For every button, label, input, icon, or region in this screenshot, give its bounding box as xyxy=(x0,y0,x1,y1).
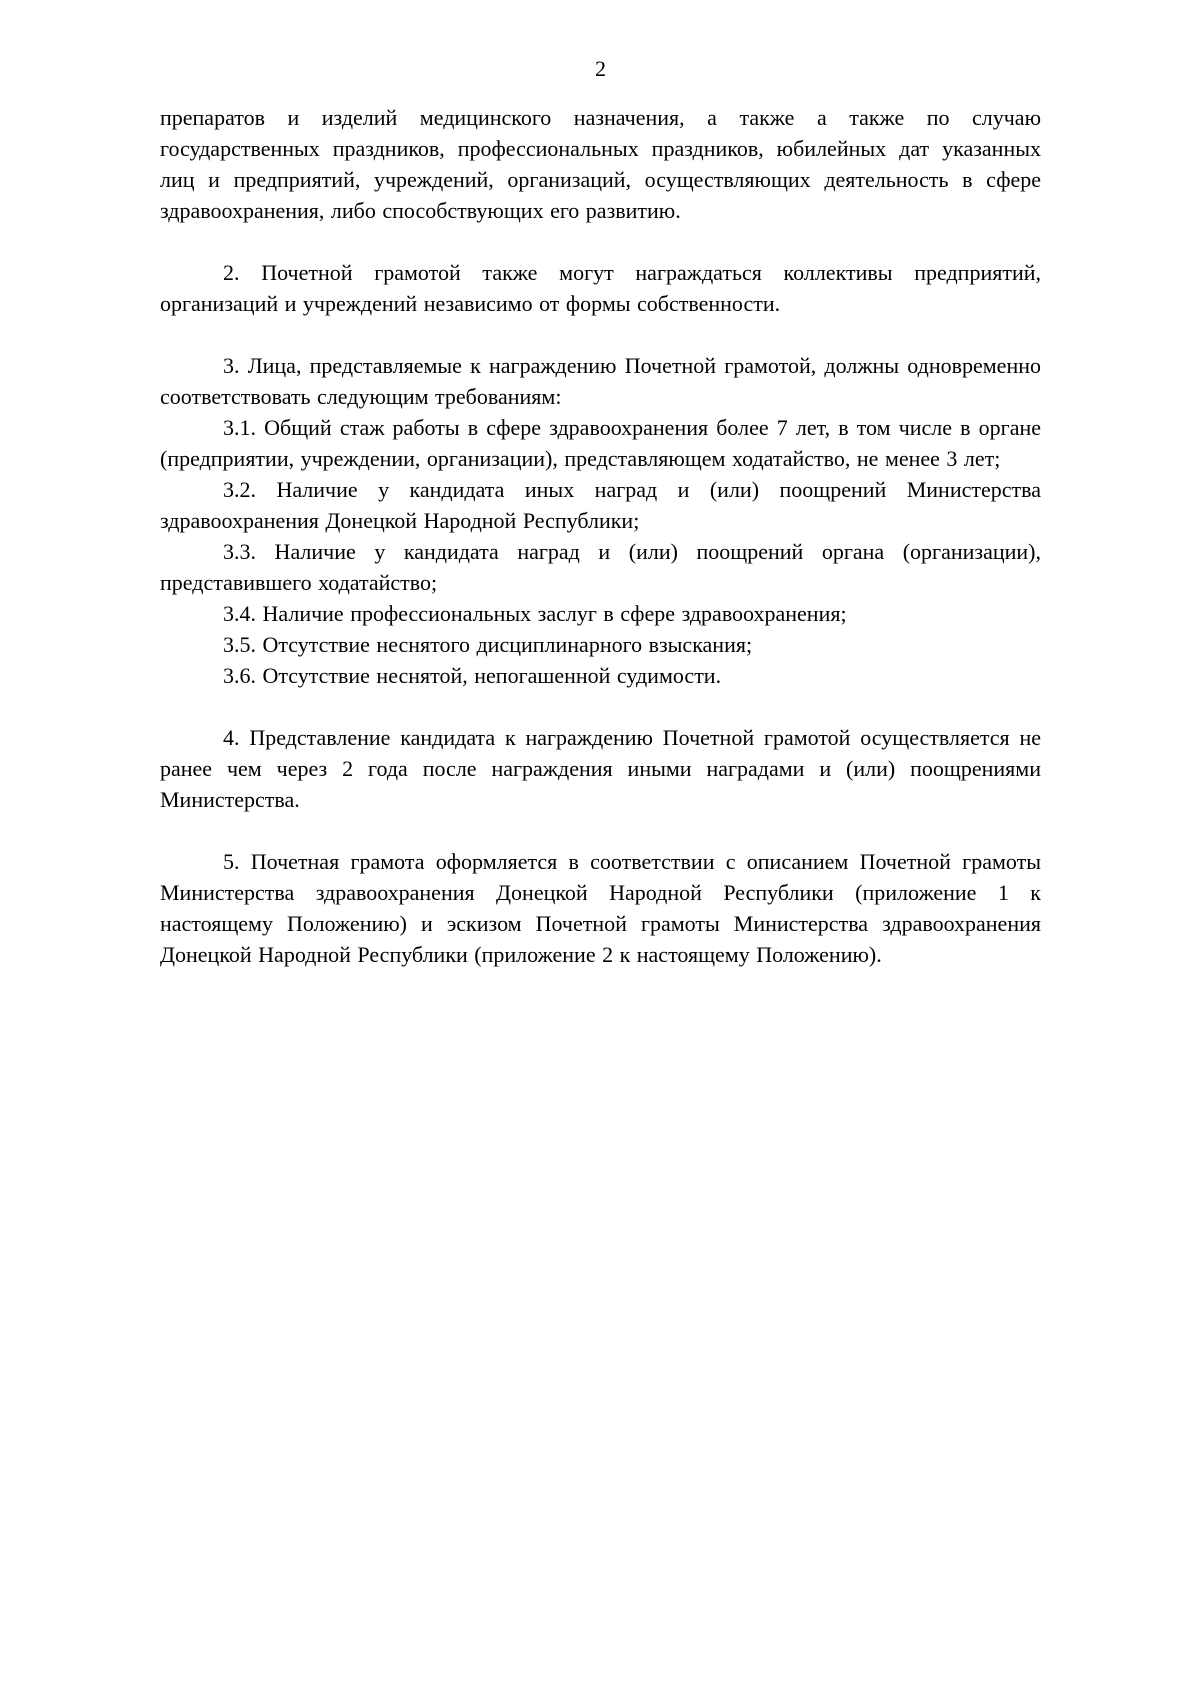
paragraph-item-3: 3. Лица, представляемые к награждению Почетной грамотой, должны одновременно соответствовать следующим требованиям: xyxy=(160,353,1041,409)
page-number: 2 xyxy=(595,56,606,81)
paragraph-item-3-5: 3.5. Отсутствие неснятого дисциплинарного взыскания; xyxy=(223,632,753,657)
paragraph-item-5: 5. Почетная грамота оформляется в соответствии с описанием Почетной грамоты Министерства здравоохранения Донецкой Народной Республики (приложение 1 к настоящему Положению) и эскизом Почетной грамоты Министерства здравоохранения Донецкой Народной Республики (приложение 2 к настоящему Положению). xyxy=(160,849,1041,967)
document-body xyxy=(160,102,1041,970)
paragraph-item-3-3: 3.3. Наличие у кандидата наград и (или) поощрений органа (организации), представившего ходатайство; xyxy=(160,539,1041,595)
paragraph-item-3-2: 3.2. Наличие у кандидата иных наград и (или) поощрений Министерства здравоохранения Донецкой Народной Республики; xyxy=(160,477,1041,533)
paragraph-continuation: препаратов и изделий медицинского назначения, а также а также по случаю государственных праздников, профессиональных праздников, юбилейных дат указанных лиц и предприятий, учреждений, организаций, осуществляющих деятельность в сфере здравоохранения, либо способствующих его развитию. xyxy=(160,105,1041,223)
paragraph-item-3-1: 3.1. Общий стаж работы в сфере здравоохранения более 7 лет, в том числе в органе (предприятии, учреждении, организации), представляющем ходатайство, не менее 3 лет; xyxy=(160,415,1041,471)
paragraph-item-4: 4. Представление кандидата к награждению Почетной грамотой осуществляется не ранее чем через 2 года после награждения иными наградами и (или) поощрениями Министерства. xyxy=(160,725,1041,812)
paragraph-item-3-4: 3.4. Наличие профессиональных заслуг в сфере здравоохранения; xyxy=(223,601,847,626)
paragraph-item-3-6: 3.6. Отсутствие неснятой, непогашенной судимости. xyxy=(223,663,722,688)
paragraph-item-2: 2. Почетной грамотой также могут награждаться коллективы предприятий, организаций и учреждений независимо от формы собственности. xyxy=(160,260,1041,316)
